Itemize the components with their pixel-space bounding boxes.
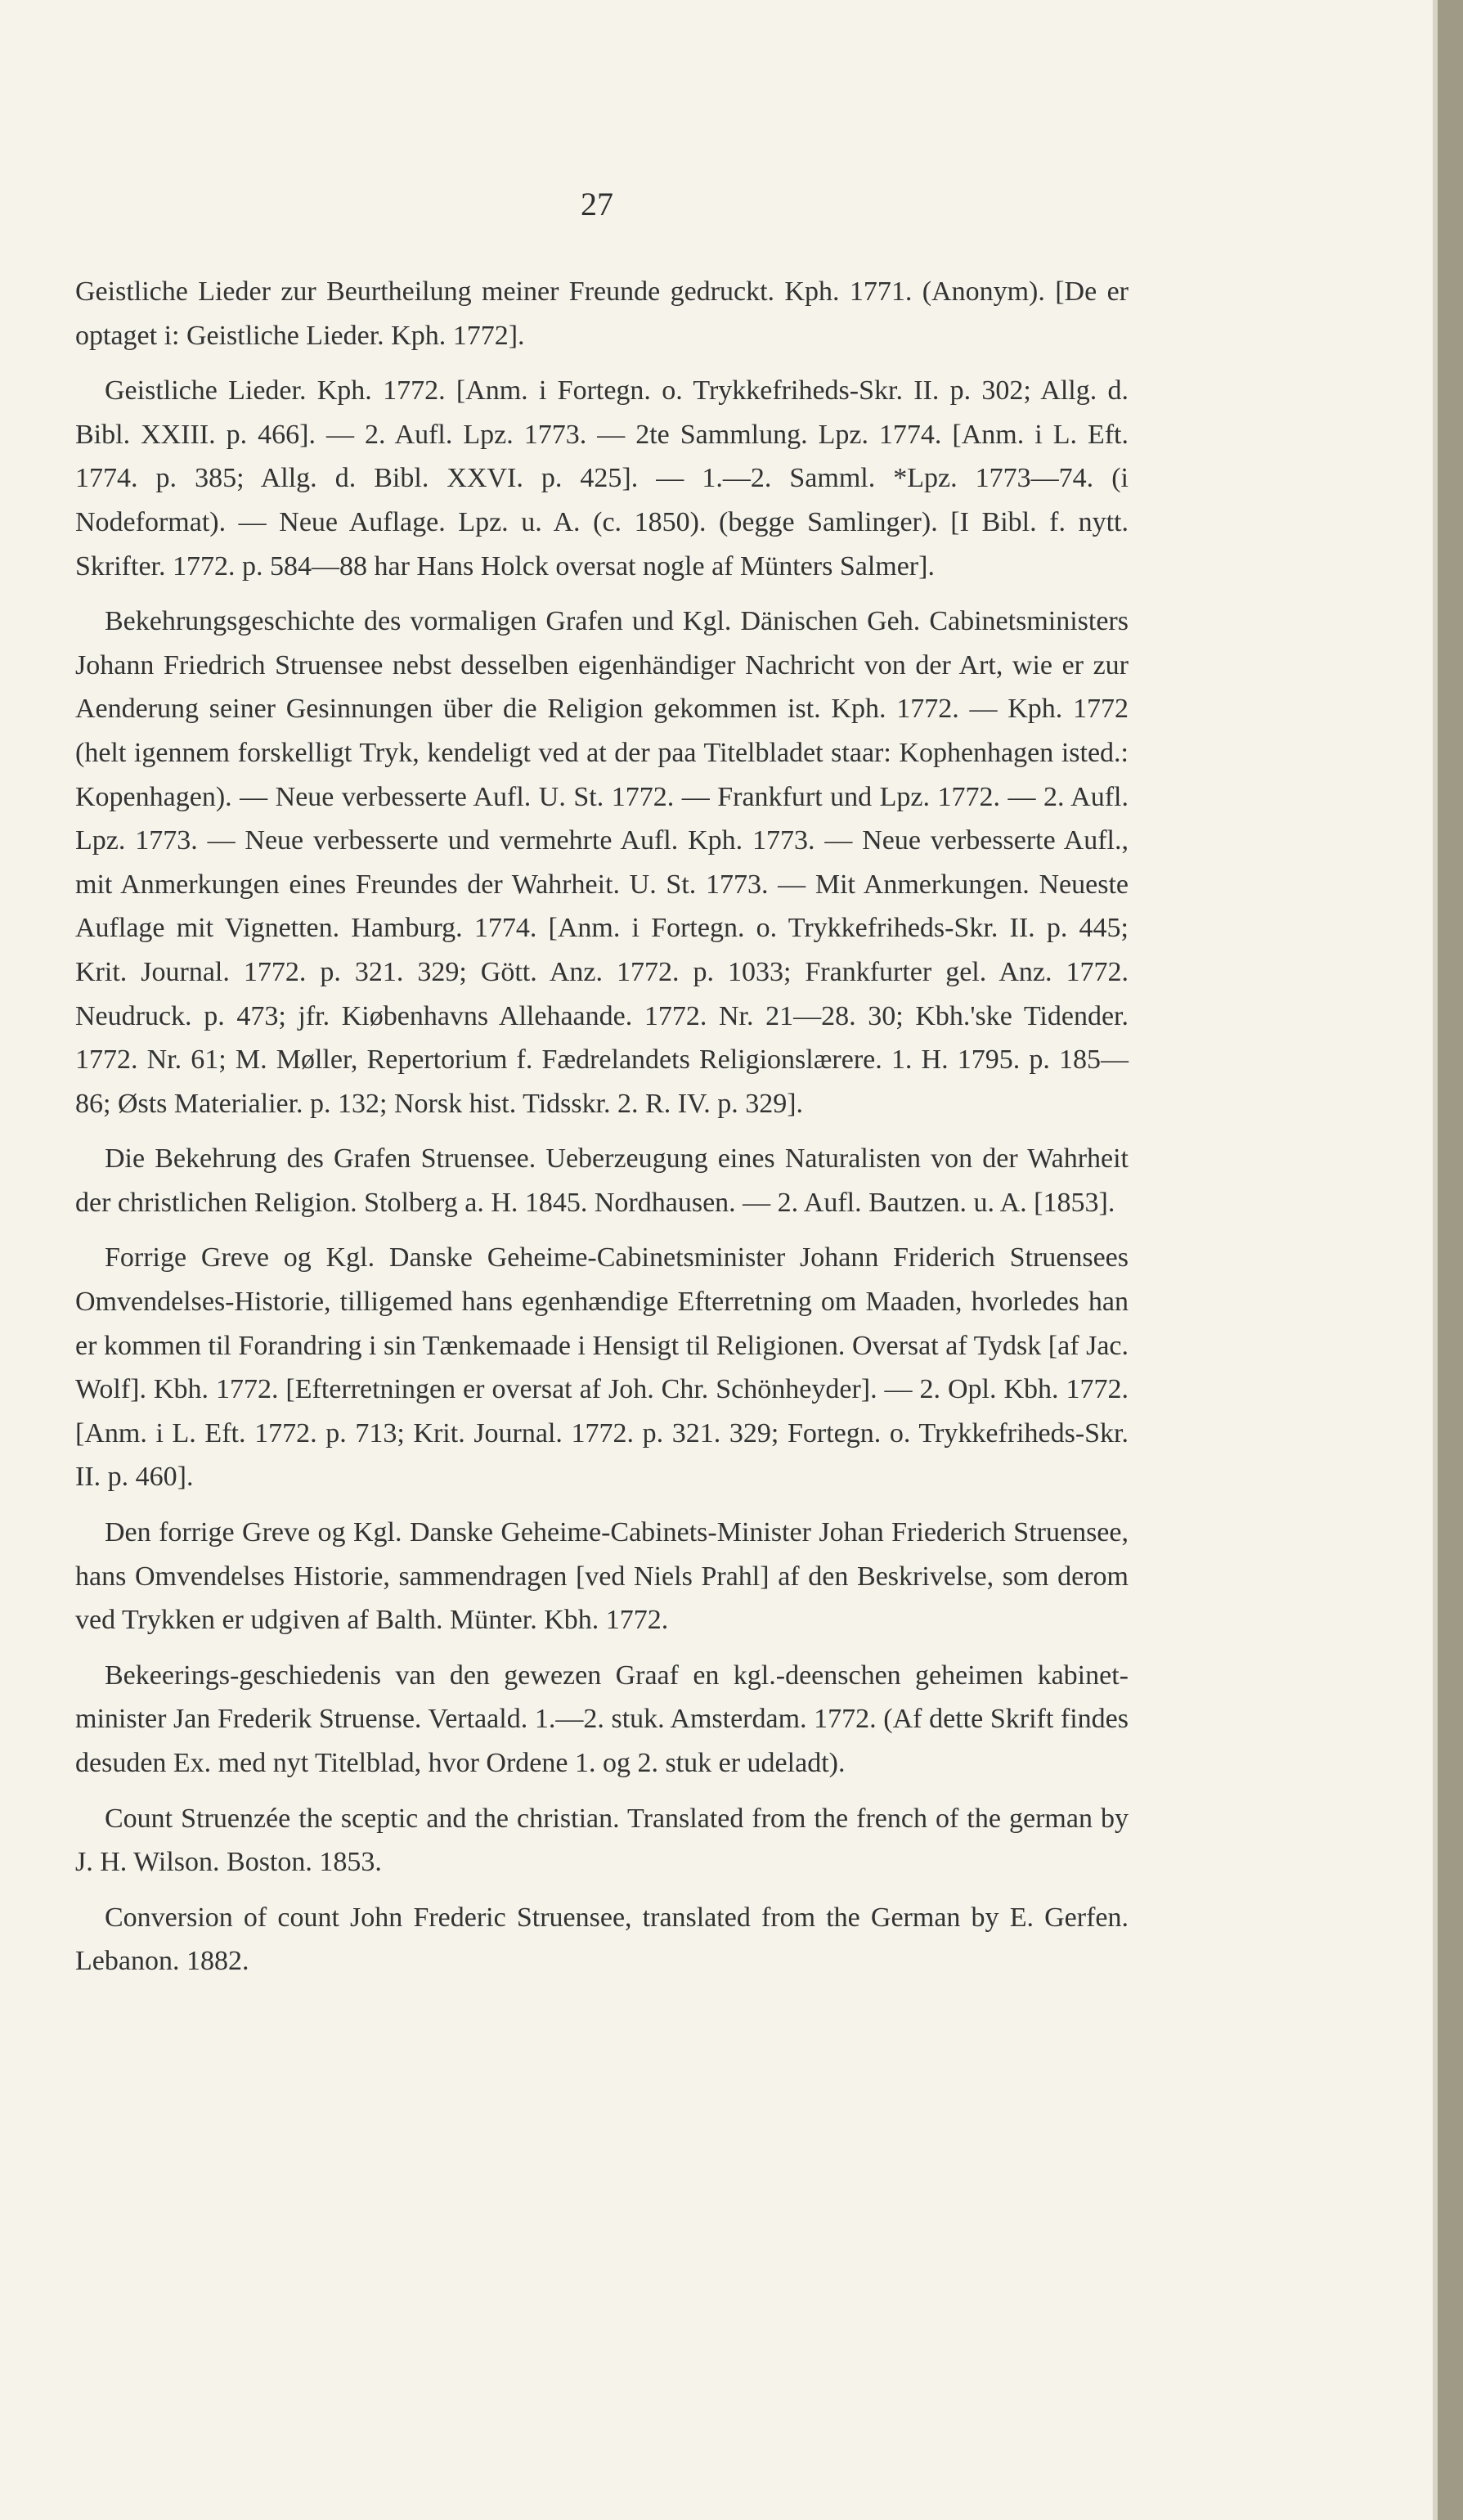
bibliography-entry	[75, 1797, 1129, 1884]
bibliography-entry	[75, 369, 1129, 588]
bibliography-entry	[75, 1511, 1129, 1642]
entry-text: Geistliche Lieder zur Beurtheilung meiner Freunde gedruckt. Kph. 1771. (Anonym). [De er optaget i: Geistliche Lieder. Kph. 1772].	[75, 276, 1129, 351]
bibliography-entry	[75, 600, 1129, 1125]
entry-text: Bekeerings-geschiedenis van den gewezen Graaf en kgl.-deenschen geheimen kabinet-minister Jan Frederik Struense. Vertaald. 1.—2. stuk. Amsterdam. 1772. (Af dette Skrift findes desuden Ex. med nyt Titelblad, hvor Ordene 1. og 2. stuk er udeladt).	[75, 1660, 1129, 1778]
entry-text: Geistliche Lieder. Kph. 1772. [Anm. i Fortegn. o. Trykkefriheds-Skr. II. p. 302; Allg. d. Bibl. XXIII. p. 466]. — 2. Aufl. Lpz. 1773. — 2te Sammlung. Lpz. 1774. [Anm. i L. Eft. 1774. p. 385; Allg. d. Bibl. XXVI. p. 425]. — 1.—2. Samml. *Lpz. 1773—74. (i Nodeformat). — Neue Auflage. Lpz. u. A. (c. 1850). (begge Samlinger). [I Bibl. f. nytt. Skrifter. 1772. p. 584—88 har Hans Holck oversat nogle af Münters Salmer].	[75, 375, 1129, 582]
bibliography-text	[75, 270, 1129, 1995]
entry-text: Bekehrungsgeschichte des vormaligen Grafen und Kgl. Dänischen Geh. Cabinetsministers Johann Friedrich Struensee nebst desselben eigenhändiger Nachricht von der Art, wie er zur Aenderung seiner Gesinnungen über die Religion gekommen ist. Kph. 1772. — Kph. 1772 (helt igennem forskelligt Tryk, kendeligt ved at der paa Titelbladet staar: Kophenhagen isted.: Kopenhagen). — Neue verbesserte Aufl. U. St. 1772. — Frankfurt und Lpz. 1772. — 2. Aufl. Lpz. 1773. — Neue verbesserte und vermehrte Aufl. Kph. 1773. — Neue verbesserte Aufl., mit Anmerkungen eines Freundes der Wahrheit. U. St. 1773. — Mit Anmerkungen. Neueste Auflage mit Vignetten. Hamburg. 1774. [Anm. i Fortegn. o. Trykkefriheds-Skr. II. p. 445; Krit. Journal. 1772. p. 321. 329; Gött. Anz. 1772. p. 1033; Frankfurter gel. Anz. 1772. Neudruck. p. 473; jfr. Kiøbenhavns Allehaande. 1772. Nr. 21—28. 30; Kbh.'ske Tidender. 1772. Nr. 61; M. Møller, Repertorium f. Fædrelandets Religionslærere. 1. H. 1795. p. 185—86; Østs Materialier. p. 132; Norsk hist. Tidsskr. 2. R. IV. p. 329].	[75, 606, 1129, 1119]
entry-text: Count Struenzée the sceptic and the christian. Translated from the french of the german by J. H. Wilson. Boston. 1853.	[75, 1803, 1129, 1878]
page-number: 27	[581, 186, 613, 222]
bibliography-entry	[75, 1137, 1129, 1224]
bibliography-entry	[75, 1654, 1129, 1786]
entry-text: Den forrige Greve og Kgl. Danske Geheime-Cabinets-Minister Johan Friederich Struensee, hans Omvendelses Historie, sammendragen [ved Niels Prahl] af den Beskrivelse, som derom ved Trykken er udgiven af Balth. Münter. Kbh. 1772.	[75, 1517, 1129, 1636]
bibliography-entry	[75, 1236, 1129, 1499]
entry-text: Forrige Greve og Kgl. Danske Geheime-Cabinetsminister Johann Friderich Struensees Omvendelses-Historie, tilligemed hans egenhændige Efterretning om Maaden, hvorledes han er kommen til Forandring i sin Tænkemaade i Hensigt til Religionen. Oversat af Tydsk [af Jac. Wolf]. Kbh. 1772. [Efterretningen er oversat af Joh. Chr. Schönheyder]. — 2. Opl. Kbh. 1772. [Anm. i L. Eft. 1772. p. 713; Krit. Journal. 1772. p. 321. 329; Fortegn. o. Trykkefriheds-Skr. II. p. 460].	[75, 1242, 1129, 1493]
entry-text: Die Bekehrung des Grafen Struensee. Ueberzeugung eines Naturalisten von der Wahrheit der christlichen Religion. Stolberg a. H. 1845. Nordhausen. — 2. Aufl. Bautzen. u. A. [1853].	[75, 1143, 1129, 1218]
bibliography-entry	[75, 1896, 1129, 1983]
bibliography-entry	[75, 270, 1129, 357]
entry-text: Conversion of count John Frederic Struensee, translated from the German by E. Gerfen. Lebanon. 1882.	[75, 1902, 1129, 1977]
